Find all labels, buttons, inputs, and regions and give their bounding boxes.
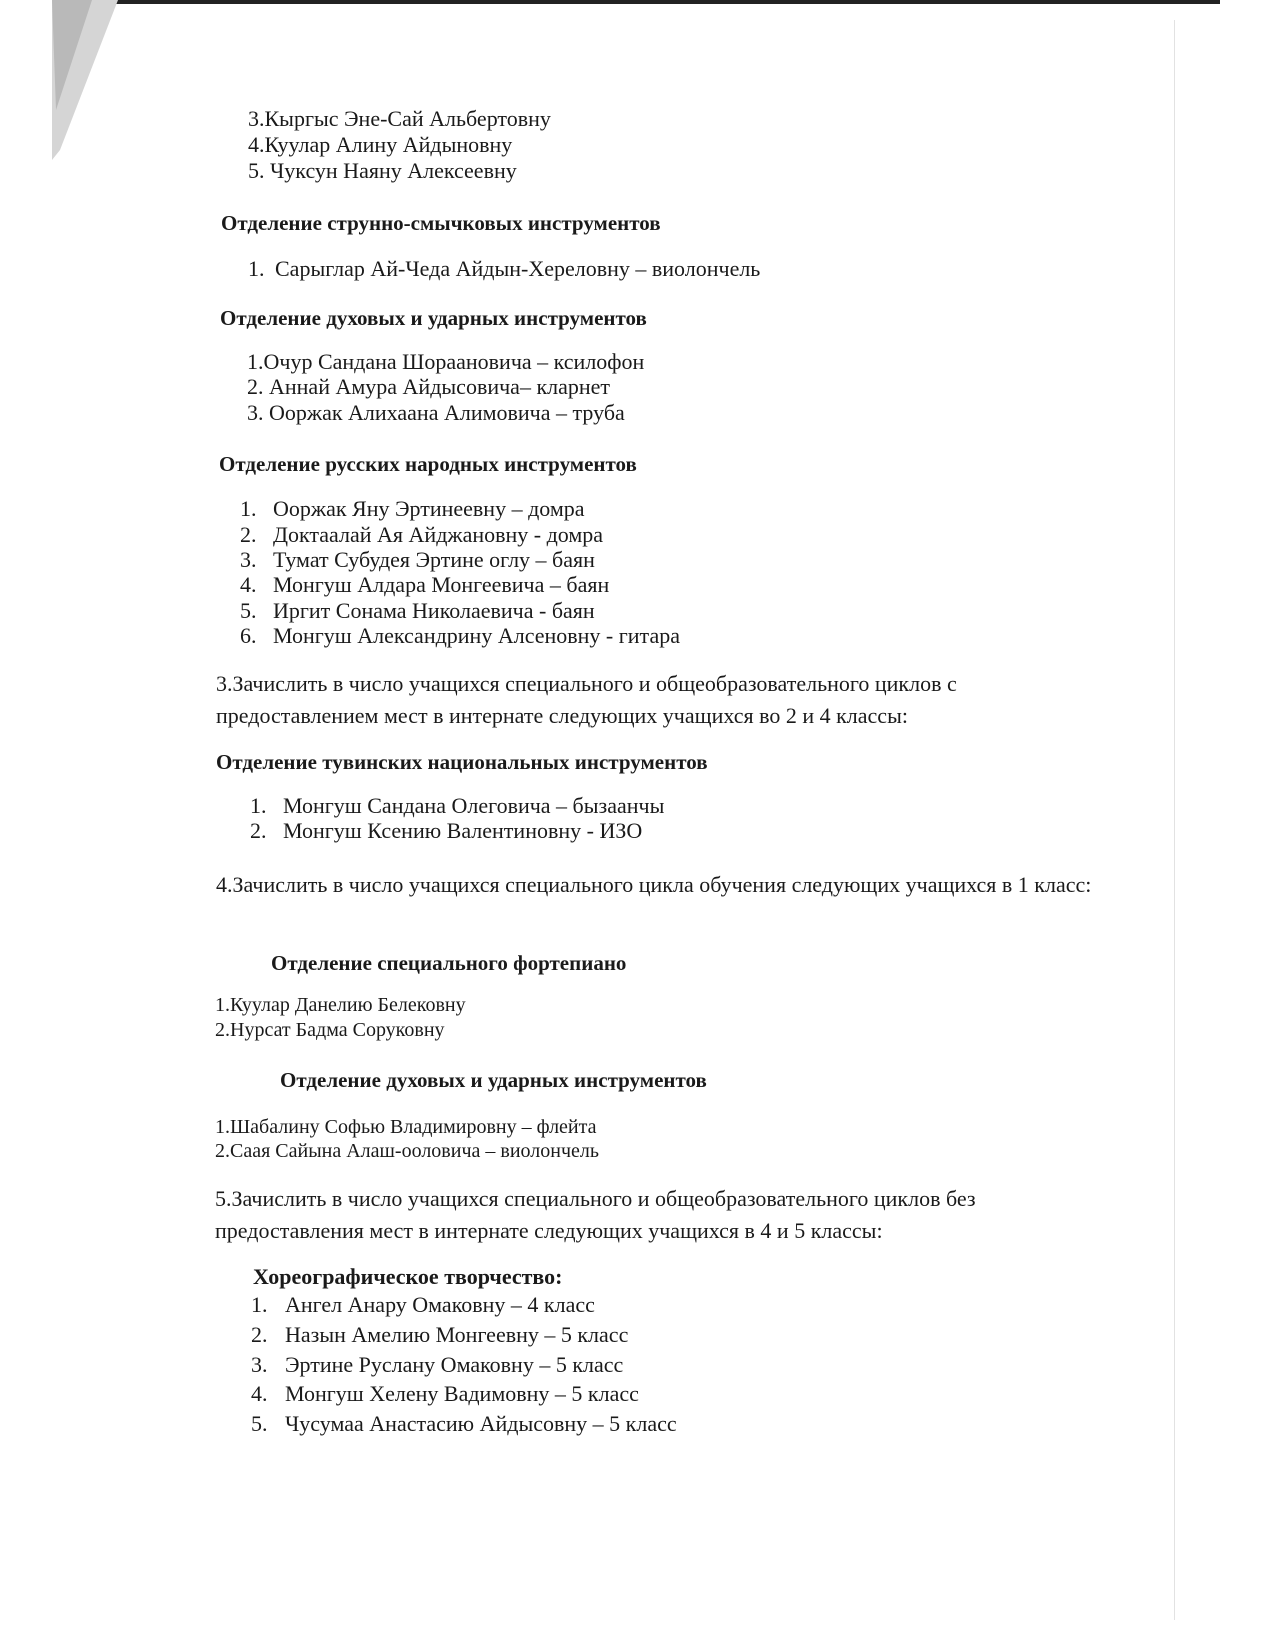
- item-number: 4.: [240, 572, 257, 597]
- order-paragraph: 3.Зачислить в число учащихся специального и общеобразовательного циклов с предоставлением мест в интернате следующих учащихся во 2 и 4 классы:: [216, 671, 957, 728]
- item-text: Эртине Руслану Омаковну – 5 класс: [285, 1352, 624, 1377]
- section-heading: Отделение духовых и ударных инструментов: [220, 306, 647, 330]
- list-item: 3. Ооржак Алихаана Алимовича – труба: [247, 400, 625, 425]
- item-number: 2.: [251, 1322, 268, 1347]
- list-item: [251, 1381, 639, 1407]
- list-item: [250, 793, 664, 819]
- scan-right-edge: [1174, 20, 1175, 1620]
- item-text: Монгуш Хелену Вадимовну – 5 класс: [285, 1381, 639, 1406]
- item-text: Иргит Сонама Николаевича - баян: [273, 598, 595, 623]
- item-text: Монгуш Алдара Монгеевича – баян: [273, 572, 610, 597]
- item-text: Ангел Анару Омаковну – 4 класс: [285, 1292, 595, 1317]
- list-item: 2. Аннай Амура Айдысовича– кларнет: [247, 374, 611, 399]
- item-text: Сарыглар Ай-Чеда Айдын-Хереловну – виолончель: [275, 256, 761, 281]
- item-text: Монгуш Александрину Алсеновну - гитара: [273, 623, 680, 648]
- list-item: [240, 623, 680, 649]
- list-item: 1.Шабалину Софью Владимировну – флейта: [215, 1116, 597, 1138]
- list-item: [248, 256, 760, 282]
- list-item: [251, 1322, 628, 1348]
- item-number: 1.: [248, 256, 265, 281]
- item-number: 4.: [251, 1381, 268, 1406]
- section-heading: Отделение русских народных инструментов: [219, 452, 637, 476]
- folded-corner-shadow: [0, 0, 140, 160]
- list-item: [251, 1292, 595, 1318]
- list-item: [240, 598, 595, 624]
- item-number: 2.: [240, 522, 257, 547]
- item-text: Ооржак Яну Эртинеевну – домра: [273, 496, 585, 521]
- list-item: [240, 496, 585, 522]
- list-item: 1.Куулар Данелию Белековну: [215, 994, 466, 1016]
- item-number: 1.: [251, 1292, 268, 1317]
- item-number: 1.: [240, 496, 257, 521]
- item-number: 5.: [240, 598, 257, 623]
- item-number: 5.: [251, 1411, 268, 1436]
- item-text: Монгуш Сандана Олеговича – бызаанчы: [283, 793, 665, 818]
- item-number: 1.: [250, 793, 267, 818]
- list-item: [251, 1411, 677, 1437]
- list-item: 5. Чуксун Наяну Алексеевну: [248, 158, 517, 183]
- item-number: 2.: [250, 818, 267, 843]
- order-paragraph: 5.Зачислить в число учащихся специального и общеобразовательного циклов без предоставления мест в интернате следующих учащихся в 4 и 5 классы:: [215, 1186, 976, 1243]
- list-item: [250, 818, 642, 844]
- item-number: 6.: [240, 623, 257, 648]
- list-item: 2.Нурсат Бадма Соруковну: [215, 1019, 445, 1041]
- list-item: 1.Очур Сандана Шораановича – ксилофон: [247, 349, 645, 374]
- item-text: Монгуш Ксению Валентиновну - ИЗО: [283, 818, 643, 843]
- section-heading: Отделение специального фортепиано: [271, 951, 627, 975]
- list-item: 2.Саая Сайына Алаш-ооловича – виолончель: [215, 1140, 599, 1162]
- item-number: 3.: [240, 547, 257, 572]
- item-text: Чусумаа Анастасию Айдысовну – 5 класс: [285, 1411, 677, 1436]
- order-paragraph: 4.Зачислить в число учащихся специального цикла обучения следующих учащихся в 1 класс:: [216, 872, 1092, 897]
- item-text: Доктаалай Ая Айджановну - домра: [273, 522, 604, 547]
- list-item: [251, 1352, 623, 1378]
- list-item: [240, 547, 595, 573]
- list-item: [240, 522, 603, 548]
- list-item: 3.Кыргыс Эне-Сай Альбертовну: [248, 106, 551, 131]
- list-item: [240, 572, 609, 598]
- item-number: 3.: [251, 1352, 268, 1377]
- section-heading: Отделение струнно-смычковых инструментов: [221, 211, 661, 235]
- section-heading: Отделение тувинских национальных инструментов: [216, 750, 708, 774]
- section-heading: Хореографическое творчество:: [253, 1264, 563, 1289]
- item-text: Тумат Субудея Эртине оглу – баян: [273, 547, 595, 572]
- scan-top-border: [55, 0, 1220, 4]
- item-text: Назын Амелию Монгеевну – 5 класс: [285, 1322, 629, 1347]
- list-item: 4.Куулар Алину Айдыновну: [248, 132, 513, 157]
- section-heading: Отделение духовых и ударных инструментов: [280, 1068, 707, 1092]
